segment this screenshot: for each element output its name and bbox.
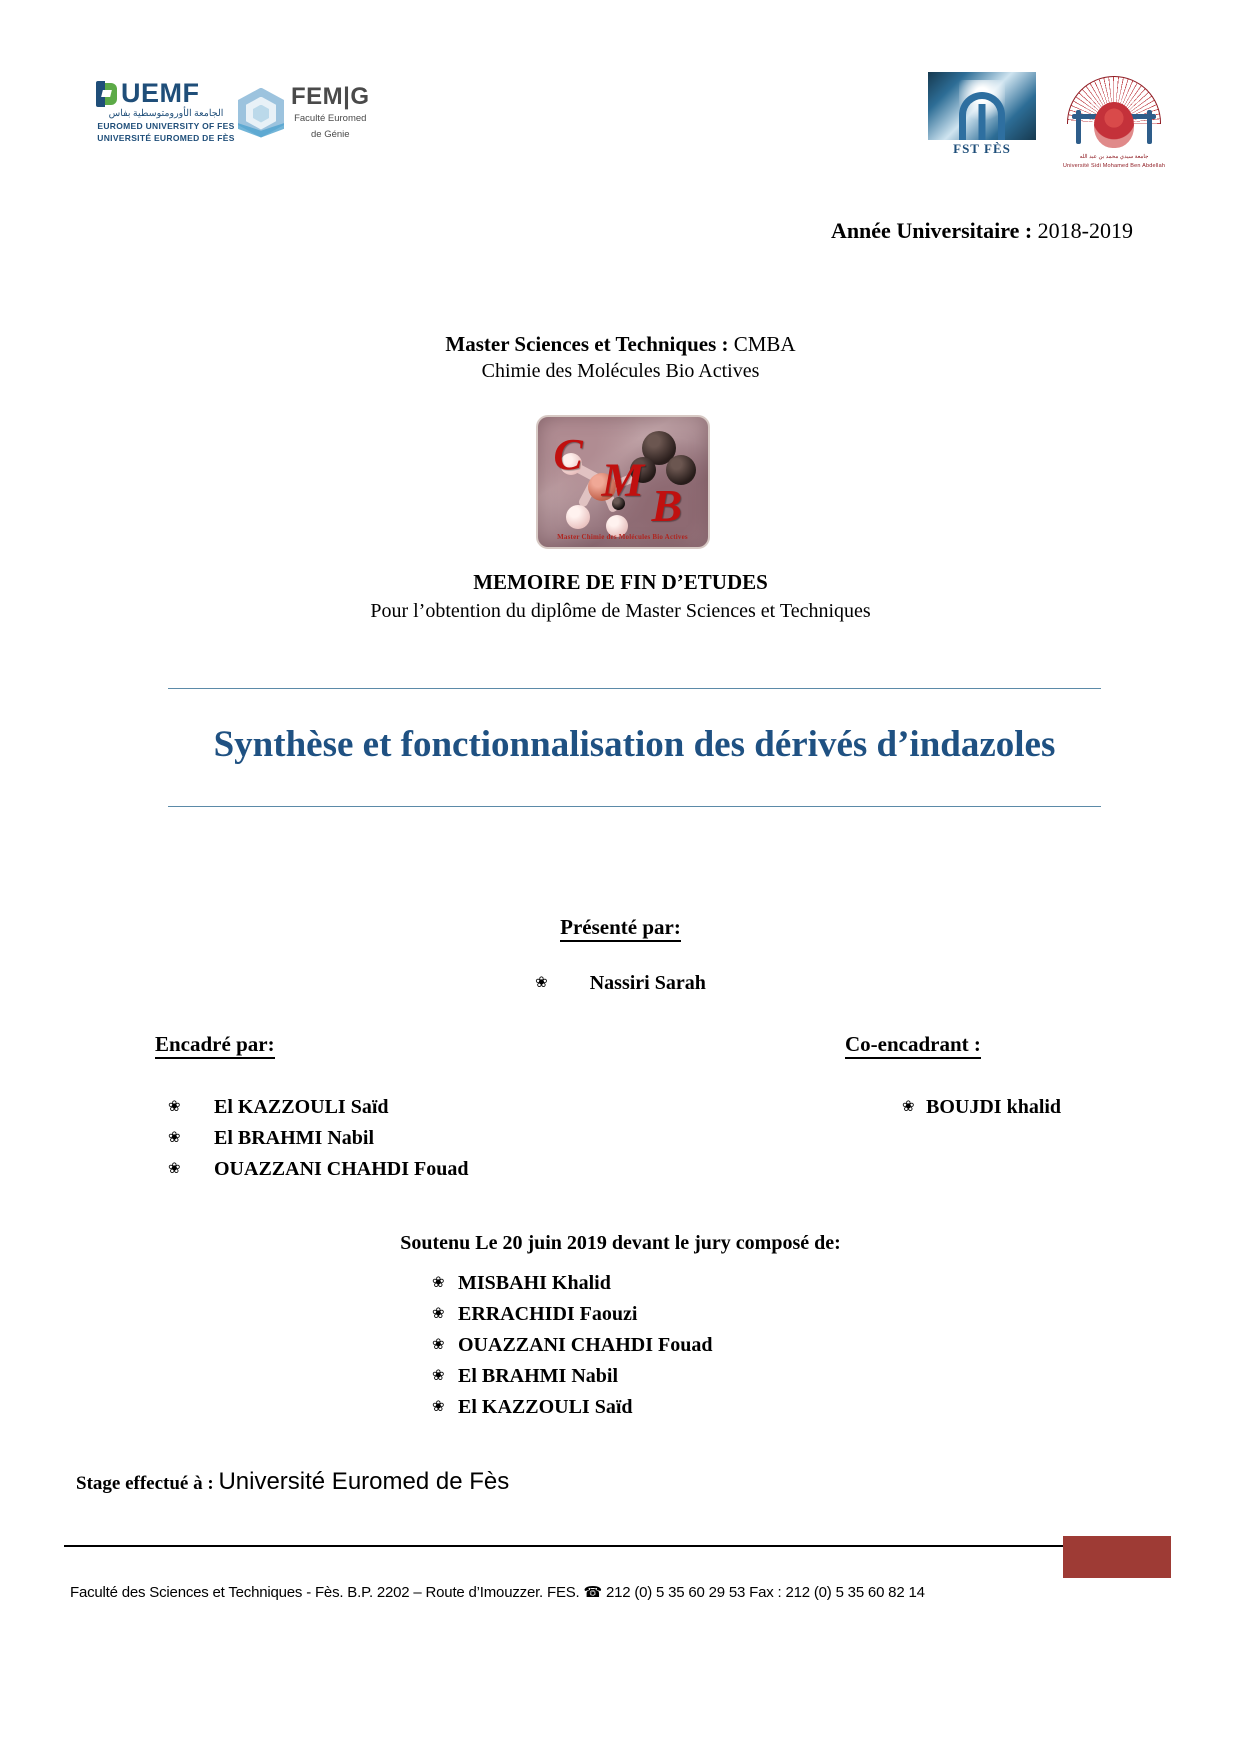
uemf-mark-icon xyxy=(96,81,118,107)
supervisor-name: El KAZZOULI Saïd xyxy=(214,1096,389,1118)
list-item xyxy=(168,1154,468,1185)
master-program-block xyxy=(0,330,1241,385)
flower-bullet-icon: ❀ xyxy=(168,1097,181,1115)
flower-bullet-icon: ❀ xyxy=(432,1366,445,1384)
flower-bullet-icon: ❀ xyxy=(902,1097,915,1115)
academic-year-label: Année Universitaire : xyxy=(830,218,1033,243)
femig-subtitle-line2: de Génie xyxy=(310,128,350,140)
flower-bullet-icon: ❀ xyxy=(168,1128,181,1146)
uemf-logo xyxy=(96,80,236,144)
femig-text-block xyxy=(291,84,370,141)
cmba-letter-b: B xyxy=(651,480,683,531)
uemf-arabic-name: الجامعة الأورومتوسطية بفاس xyxy=(108,109,224,119)
master-program-label: Master Sciences et Techniques : xyxy=(445,332,729,356)
list-item xyxy=(432,1268,712,1299)
footer-accent-block xyxy=(1063,1536,1171,1578)
usmba-caption-fr: Université Sidi Mohamed Ben Abdellah xyxy=(1062,163,1166,170)
cmba-logo-image xyxy=(536,415,710,549)
molecule-atom-light xyxy=(566,505,590,529)
uemf-name-en: EUROMED UNIVERSITY OF FES xyxy=(97,120,235,131)
jury-heading: Soutenu Le 20 juin 2019 devant le jury composé de: xyxy=(400,1232,841,1254)
flower-bullet-icon: ❀ xyxy=(432,1304,445,1322)
co-supervisor-list xyxy=(902,1092,1061,1123)
cmba-letter-c: C xyxy=(553,430,583,479)
usmba-caption-ar: جامعة سيدي محمد بن عبد الله xyxy=(1079,154,1149,160)
jury-list xyxy=(432,1268,712,1423)
jury-member: ERRACHIDI Faouzi xyxy=(458,1303,638,1325)
master-program-line xyxy=(0,330,1241,358)
cmba-letter-m: M xyxy=(601,454,645,507)
supervisor-name: OUAZZANI CHAHDI Fouad xyxy=(214,1158,469,1180)
phone-icon: ☎ xyxy=(583,1583,602,1601)
flower-bullet-icon: ❀ xyxy=(168,1159,181,1177)
co-supervisor-name: BOUJDI khalid xyxy=(926,1096,1062,1118)
list-item xyxy=(432,1299,712,1330)
footer-address: Faculté des Sciences et Techniques - Fès. B.P. 2202 – Route d’Imouzzer. FES. xyxy=(70,1584,580,1601)
internship-line xyxy=(76,1468,509,1496)
fst-fes-logo xyxy=(928,72,1036,157)
memoire-title: MEMOIRE DE FIN D’ETUDES xyxy=(473,570,768,594)
flower-bullet-icon: ❀ xyxy=(432,1335,445,1353)
presented-by-label-text: Présenté par: xyxy=(560,915,681,942)
page-title: Synthèse et fonctionnalisation des dérivés d’indazoles xyxy=(213,724,1056,765)
uemf-logo-top xyxy=(96,80,236,107)
supervisor-list xyxy=(168,1092,468,1185)
title-rule-bottom xyxy=(168,806,1101,807)
femig-wordmark: FEM|G xyxy=(291,83,370,110)
supervisor-label-text: Encadré par: xyxy=(155,1032,275,1059)
cmba-logo-caption: Master Chimie des Molécules Bio Actives xyxy=(557,533,688,541)
student-name: Nassiri Sarah xyxy=(589,972,706,994)
jury-member: MISBAHI Khalid xyxy=(458,1272,611,1294)
list-item xyxy=(432,1392,712,1423)
internship-label: Stage effectué à : xyxy=(76,1473,214,1494)
flower-bullet-icon: ❀ xyxy=(535,973,548,991)
footer-divider xyxy=(64,1545,1069,1547)
femig-hexagon-icon xyxy=(238,88,284,138)
cmba-logo xyxy=(536,415,706,545)
presented-by-label xyxy=(0,915,1241,940)
jury-member: El KAZZOULI Saïd xyxy=(458,1396,633,1418)
footer-fax: Fax : 212 (0) 5 35 60 82 14 xyxy=(749,1584,925,1601)
academic-year-value: 2018-2019 xyxy=(1037,218,1133,243)
jury-member: El BRAHMI Nabil xyxy=(458,1365,619,1387)
fst-emblem-icon xyxy=(928,72,1036,140)
usmba-emblem-icon xyxy=(1062,74,1166,152)
footer-contact-info xyxy=(70,1583,925,1601)
uemf-name-fr: UNIVERSITÉ EUROMED DE FÈS xyxy=(97,132,235,143)
co-supervisor-label-text: Co-encadrant : xyxy=(845,1032,981,1059)
footer-phone: 212 (0) 5 35 60 29 53 xyxy=(605,1584,746,1601)
list-item xyxy=(432,1330,712,1361)
master-program-name: Chimie des Molécules Bio Actives xyxy=(481,360,760,383)
uemf-wordmark: UEMF xyxy=(121,78,200,108)
internship-place: Université Euromed de Fès xyxy=(218,1468,510,1495)
list-item xyxy=(168,1123,468,1154)
femig-logo xyxy=(238,84,408,141)
list-item xyxy=(168,1092,468,1123)
document-title-block xyxy=(168,688,1101,807)
header-logo-row xyxy=(0,58,1241,173)
fst-fes-label: FST FÈS xyxy=(953,141,1011,156)
supervisor-name: El BRAHMI Nabil xyxy=(214,1127,375,1149)
academic-year xyxy=(831,218,1133,244)
memoire-subtitle: Pour l’obtention du diplôme de Master Sciences et Techniques xyxy=(370,600,871,623)
list-item xyxy=(902,1092,1061,1123)
co-supervisor-label xyxy=(845,1032,981,1057)
jury-member: OUAZZANI CHAHDI Fouad xyxy=(458,1334,713,1356)
list-item xyxy=(432,1361,712,1392)
memoire-block xyxy=(0,568,1241,625)
femig-subtitle-line1: Faculté Euromed xyxy=(294,113,367,125)
master-program-code: CMBA xyxy=(733,332,796,356)
presented-by-name xyxy=(0,972,1241,995)
supervisor-label xyxy=(155,1032,275,1057)
usmba-logo xyxy=(1062,74,1166,171)
flower-bullet-icon: ❀ xyxy=(432,1397,445,1415)
flower-bullet-icon: ❀ xyxy=(432,1273,445,1291)
